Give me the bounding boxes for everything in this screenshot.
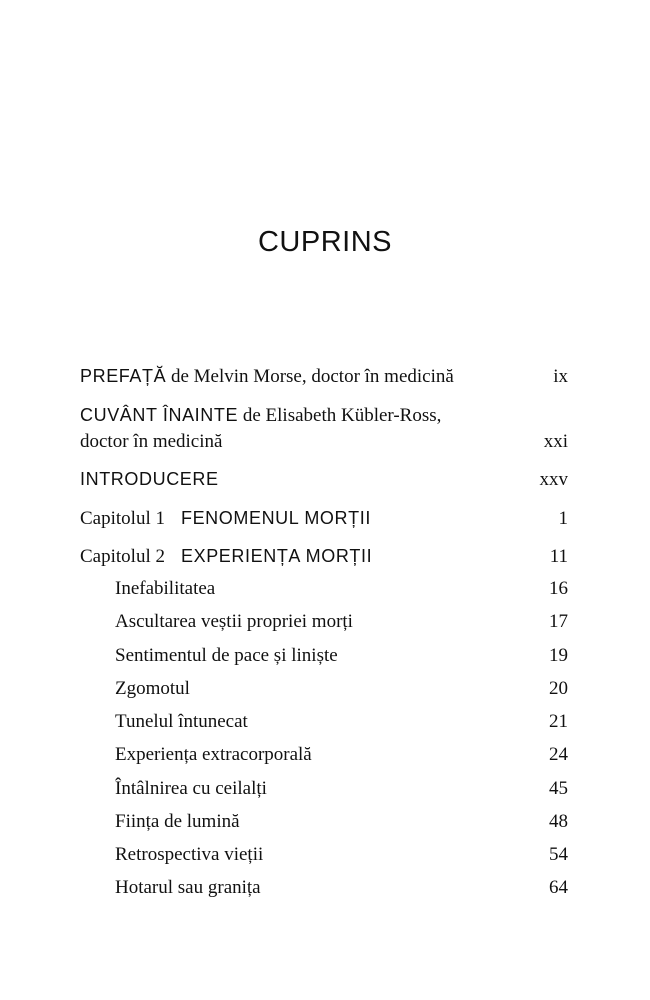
chapter-name: FENOMENUL MORȚII [180,508,371,528]
toc-section[interactable] [115,709,568,735]
toc-entry-preface[interactable] [80,363,568,390]
toc-page-number: 19 [549,645,568,666]
toc-entry-foreword[interactable] [80,402,568,455]
section-name: Experiența extracorporală [115,744,312,765]
toc-page-number: 21 [549,711,568,732]
toc-section[interactable] [115,609,568,635]
toc-entry-chapter-1[interactable] [80,505,568,532]
toc-section[interactable] [115,643,568,669]
toc-text: de Elisabeth Kübler-Ross, [242,405,442,426]
section-name: Ascultarea veștii propriei morți [115,611,353,632]
toc-section[interactable] [115,875,568,901]
toc-label: CUVÂNT ÎNAINTE [80,405,239,425]
toc-section[interactable] [115,676,568,702]
toc-page-number: 20 [549,678,568,699]
section-name: Tunelul întunecat [115,711,248,732]
section-name: Hotarul sau granița [115,877,261,898]
toc-page-number: 64 [549,877,568,898]
toc-page-number: 17 [549,611,568,632]
toc-page-number: xxi [543,431,568,452]
section-name: Zgomotul [115,678,190,699]
toc-page-number: 11 [549,546,568,567]
toc-entry-introduction[interactable] [80,466,568,493]
toc-text: de Melvin Morse, doctor în medicină [170,366,454,387]
toc-page-number: 24 [549,744,568,765]
section-name: Retrospectiva vieții [115,844,264,865]
section-name: Inefabilitatea [115,578,216,599]
section-name: Întâlnirea cu ceilalți [115,778,267,799]
toc-section[interactable] [115,842,568,868]
toc-section[interactable] [115,809,568,835]
toc-page-number: 1 [558,508,568,529]
page-title: CUPRINS [257,226,392,258]
section-name: Ființa de lumină [115,811,240,832]
chapter-prefix: Capitolul 1 [80,508,165,529]
chapter-name: EXPERIENȚA MORȚII [180,546,373,566]
chapter-prefix: Capitolul 2 [80,546,165,567]
section-name: Sentimentul de pace și liniște [115,645,338,666]
toc-page-number: 48 [549,811,568,832]
toc-page-number: ix [553,366,568,387]
toc-page-number: xxv [539,469,568,490]
toc-label: INTRODUCERE [80,469,219,489]
toc-label: PREFAȚĂ [80,366,167,386]
toc-page-number: 45 [549,778,568,799]
toc-section[interactable] [115,576,568,602]
toc-page-number: 54 [549,844,568,865]
toc-section[interactable] [115,742,568,768]
toc-entry-chapter-2[interactable] [80,543,568,570]
toc-page-number: 16 [549,578,568,599]
toc-section[interactable] [115,776,568,802]
toc-text-line2: doctor în medicină [80,431,223,452]
